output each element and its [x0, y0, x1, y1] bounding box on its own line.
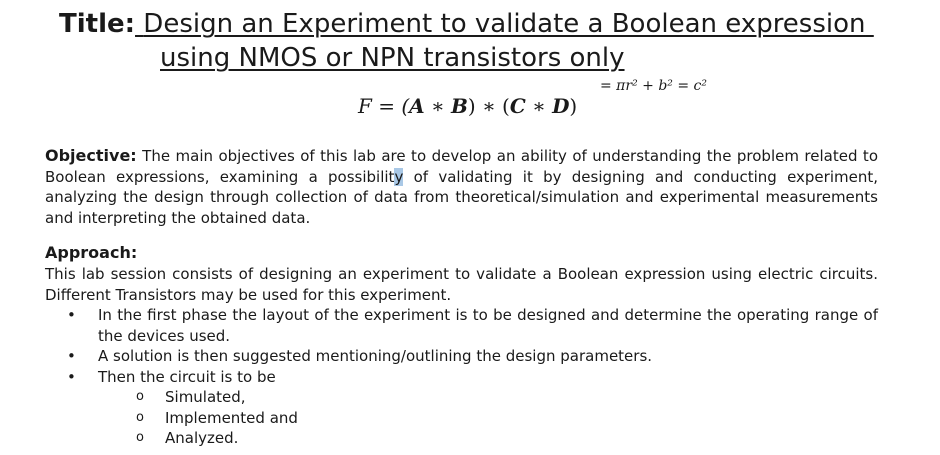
circle-bullet-icon: o	[136, 430, 144, 446]
bullet-icon: •	[67, 367, 76, 386]
bullet-text: Then the circuit is to be	[98, 367, 276, 386]
sub-bullet-text: Analyzed.	[165, 429, 239, 448]
sub-bullet-text: Simulated,	[165, 388, 246, 406]
eq-op-1: ∗	[424, 94, 451, 118]
objective-text-start: The main objectives of this lab are to develop an ability of understanding the problem related to Boolean expressions, examining a possibilit	[45, 147, 878, 186]
eq-op-2: ∗	[525, 94, 553, 118]
title-text-line-1	[135, 9, 874, 39]
circle-bullet-icon: o	[136, 409, 144, 425]
bullet-icon: •	[67, 347, 76, 366]
list-item	[45, 408, 298, 429]
list-item	[45, 305, 878, 346]
approach-bullet-list	[45, 305, 878, 387]
title-line-1-text: Design an Experiment to validate a Boolean expression	[143, 9, 866, 39]
bullet-icon: •	[67, 306, 76, 324]
eq-var-a: A	[409, 94, 425, 118]
list-item	[45, 367, 878, 388]
title-label: Title:	[59, 9, 136, 39]
eq-mid: ) ∗ (	[467, 94, 510, 118]
text-selection[interactable]: y	[394, 167, 404, 186]
objective-heading: Objective:	[45, 146, 137, 165]
bullet-text: A solution is then suggested mentioning/outlining the design parameters.	[98, 347, 653, 366]
eq-lhs: F = (	[358, 94, 410, 118]
objective-paragraph	[45, 146, 878, 228]
page-title	[59, 9, 874, 39]
small-equation: = πr² + b² = c²	[600, 78, 707, 94]
list-item	[45, 428, 298, 449]
sub-bullet-text: Implemented and	[165, 408, 298, 427]
approach-paragraph: This lab session consists of designing an experiment to validate a Boolean expression using electric circuits. Different Transistors may be used for this experiment.	[45, 265, 878, 304]
approach-heading: Approach:	[45, 243, 138, 262]
eq-var-c: C	[509, 94, 526, 118]
list-item	[45, 387, 298, 408]
circle-bullet-icon: o	[136, 389, 144, 404]
eq-var-b: B	[451, 94, 468, 118]
title-text-line-2: using NMOS or NPN transistors only	[160, 43, 625, 73]
list-item	[45, 346, 878, 367]
title-continuation	[160, 43, 625, 73]
eq-var-d: D	[552, 94, 570, 118]
eq-end: )	[569, 94, 578, 118]
bullet-text: In the first phase the layout of the experiment is to be designed and determine the operating range of the devices used.	[98, 306, 878, 345]
boolean-expression	[358, 94, 577, 118]
objective-text-end: of validating it by designing and conducting experiment, analyzing the design through collection of data from theoretical/simulation and experimental measurements and interpreting the obtained data.	[45, 167, 878, 227]
sub-bullet-list	[45, 387, 298, 449]
